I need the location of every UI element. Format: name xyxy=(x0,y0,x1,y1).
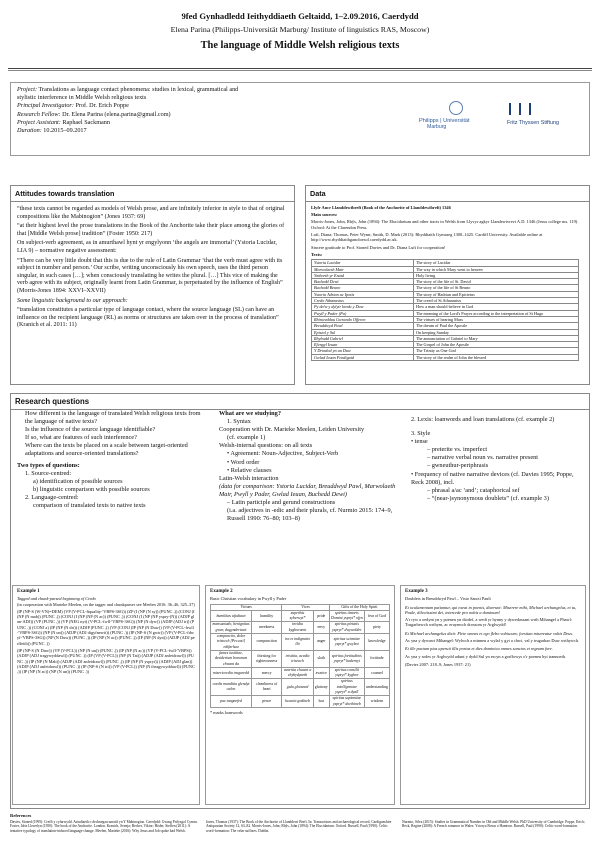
texts-label: Texts: xyxy=(311,251,323,257)
project-value: Translations as language contact phenomena: studies in lexical, grammatical and stylistic interference in Middle Welsh religious texts xyxy=(17,86,239,102)
authors: Elena Parina (Philipps-Universität Marburg/ Institute of linguistics RAS, Moscow) xyxy=(170,25,430,34)
vocab-cell: superbia syberwyt* xyxy=(282,610,313,622)
rq-q1: How different is the language of translated Welsh religious texts from the language of native texts? xyxy=(25,410,201,426)
text-welsh-title: Epistol y Sul xyxy=(312,329,414,335)
vocab-row xyxy=(211,610,390,622)
references-col-3: Nurmio, Silva (2015): Studies in Grammatical Number in Old and Middle Welsh. PhD University of Cambridge. Poppe, Erich; Reck, Regine (2008): A French romance in Wales: Ystorya Bown o Hamtwn. Russell, Paul (1990): Celtic word-formation. xyxy=(402,820,585,829)
vocab-cell: fortitude xyxy=(364,650,389,667)
text-welsh-title: Pwyll y Pader (Pa) xyxy=(312,310,414,316)
example-3-welsh-3: Ac yna y rodes yr Arglwydd udunt y dydd Sul yn escyn a gorffowys o'r poeneu hyt trannoeth. xyxy=(405,653,567,659)
texts-table xyxy=(311,259,579,361)
vocab-cell: anger xyxy=(313,634,329,651)
example-3-note: (Davies 2007: 218–9; Jones 1937: 21) xyxy=(405,661,471,667)
example-2-box xyxy=(205,585,395,805)
pi-value: Prof. Dr. Erich Poppe xyxy=(75,102,129,110)
vocab-cell: lust xyxy=(313,696,329,708)
attitudes-quote-4: “translation constitutes a particular type of language contact, where the source language (SL) can have an influence on the recipient language (RL) as norms or structures are taken over in the process of translation” (Kranich et al. 2011: 11) xyxy=(17,307,279,329)
vocab-cell: mercy xyxy=(252,667,282,679)
example-1-body: (IP (NP-S (W-VN)=DEM) (VP (V-PCL-ftquality-'VBPS-3SG)) (ZP (I (NP (N sy)) (PUNC ,)) (CONJ (I (NP (N mab)) (PUNC ,)) (CONJ (I (NP (NP (N ac)) (PUNC ,)) (CONJ (I (NP (NP yspry-(N)) (ADJP glan-ADJ)) (VP (PUNC ,)) (VP (NEG nyt) (V-PCL-fwll-'VBPS-3SG)) (NP (N dyw)) (ADJP (ADJ tr)) (PUNC .)) (CONJ a) (IP (NP (N dri)) (ADJP (PUNC ,)) (VP (CONJ (IP (NP (N Duw)) (VP (V-PCL-frwll-'VBPS-3SG)) (NP (N un)) (ADJP (ADJ digyfnewit)) (PUNC .)) (IP (NP-S (N gwir)) (VP (V-PCL-fdwyf-'VBPS-3SG)) (NP (N Duw)) (PUNC ,)) (IP (NP (N ac)) (PUNC ,)) (IP (NP (N dyn)) (ADJP (ADJ perffeith)) (PUNC .)) xyxy=(17,608,195,646)
comparison-data: (data for comparison: Ystoria Lucidar, Breuddwyd Pawl, Marwolaeth Mair, Pwyll y Pader, Gwlad Ieuan, Buchedd Dewi) xyxy=(219,482,396,498)
vocab-cell: counsel xyxy=(364,667,389,679)
style-heading: 3. Style xyxy=(411,430,431,438)
vocab-cell: spiritus pietatis yspryt* dwywolder xyxy=(329,622,364,634)
vocab-row xyxy=(211,634,390,651)
text-english-title: The story of Lucidar xyxy=(414,260,579,266)
latin-welsh: Latin-Welsh interaction xyxy=(219,474,279,482)
gifts-header: Gifts of the Holy Spirit xyxy=(329,604,389,610)
attitudes-quote-1: “these texts cannot be regarded as models of Welsh prose, and are infinitely inferior in style to that of original compositions like the Mabinogion” (Jones 1937: 69) xyxy=(17,206,285,220)
vocab-cell: luxuria godineb xyxy=(282,696,313,708)
text-english-title: The meaning of the Lord's Prayer according to the interpretation of St Hugo xyxy=(414,310,579,316)
poster-title: The language of Middle Welsh religious texts xyxy=(200,40,400,51)
text-welsh-title: Y Drindod yn un Duw xyxy=(312,348,414,354)
project-label: Project: xyxy=(17,86,38,93)
example-1-intro-1: Tagged and chunk-parsed beginning of Credo xyxy=(17,596,96,602)
vocab-cell: gula glotuned xyxy=(282,679,313,696)
example-3-intro: Doublets in Breuddwyd Pawl – Visio Sancti Pauli xyxy=(405,596,491,602)
header-divider xyxy=(8,68,592,69)
example-3-box xyxy=(400,585,586,805)
vocab-cell: misericordia trugaredd xyxy=(211,667,252,679)
vocab-cell: spiritus timoris Domini yspryt* ofyn xyxy=(330,610,363,621)
pi-label: Principal Investigator: xyxy=(17,102,74,110)
type-1b: b) linguistic comparison with possible sources xyxy=(33,485,150,493)
marburg-seal-icon xyxy=(449,101,463,115)
header-divider-2 xyxy=(8,70,592,71)
vocab-row xyxy=(211,650,390,667)
type-1: 1. Source-centred: xyxy=(25,469,72,477)
rq-heading: Research questions xyxy=(11,394,589,410)
syntax-heading: 1. Syntax xyxy=(227,418,251,426)
type-1a: a) identification of possible sources xyxy=(33,477,123,485)
assistant-value: Raphael Sackmann xyxy=(62,118,110,126)
virtues-header: Virtues xyxy=(211,604,282,610)
manuscript-title: Llyfr Ancr Llanddewibrefi (Book of the Anchorite of Llanddewibrefi) 1346 xyxy=(311,205,451,210)
type-2a: comparison of translated texts to native texts xyxy=(33,502,146,510)
example-1-heading: Example 1 xyxy=(17,589,40,594)
vocab-cell: spiritus sapientiae yspryt* doethineb xyxy=(329,696,364,708)
text-english-title: The story of the life of St Beuno xyxy=(414,285,579,291)
assistant-label: Project Assistant: xyxy=(17,118,61,126)
marburg-logo-city: Marburg xyxy=(427,124,447,130)
doublets-item: – “(near-)synonymous doublets” (cf. example 3) xyxy=(427,494,549,502)
fellow-label: Research Fellow: xyxy=(17,110,61,118)
conference-title: 9fed Gynhadledd Ieithyddiaeth Geltaidd, 1–2.09.2016, Caerdydd xyxy=(181,11,419,21)
text-english-title: The story of Hadrian and Epictetus xyxy=(414,291,579,297)
type-2: 2. Language-centred: xyxy=(25,493,79,501)
preterite-item: – preterite vs. imperfect xyxy=(427,446,488,454)
syntax-coop: Cooperation with Dr. Marieke Meelen, Leiden University xyxy=(219,426,365,434)
agreement-item: • Agreement: Noun-Adjective, Subject-Verb xyxy=(227,450,339,458)
vices-header: Vices xyxy=(282,604,329,610)
vocab-row xyxy=(211,696,390,708)
example-2-table xyxy=(210,604,390,708)
vocab-cell: piety xyxy=(364,622,389,634)
welsh-internal: Welsh-internal questions: on all texts xyxy=(219,442,313,450)
example-3-heading: Example 3 xyxy=(405,589,428,594)
text-english-title: The story of the realm of John the blessed xyxy=(414,354,579,360)
vocab-cell: cordis munditia glendyt calon xyxy=(211,679,252,696)
references-heading: References xyxy=(10,813,32,818)
text-english-title: The annunciation of Gabriel to Mary xyxy=(414,335,579,341)
duration-label: Duration: xyxy=(17,127,42,135)
vocab-cell: mansuetudo, benignitas gwar, dugyndertawt xyxy=(211,622,252,634)
word-order-item: • Word order xyxy=(227,458,260,466)
attitudes-body xyxy=(11,202,294,336)
vocab-cell: compunctio, dolor tristwch [Peccati] edifarhau xyxy=(211,634,252,651)
example-3-latin-2: Et Michael archangelus dixit: Flete omnes et ego flebo vobiscum; forsitan misereatur vobis Deus. xyxy=(405,630,574,636)
vocab-cell: fear of God xyxy=(364,610,389,622)
vocab-row xyxy=(211,667,390,679)
vocab-cell: knowledge xyxy=(364,634,389,651)
vocab-cell: spiritus consilii yspryt* kyghor xyxy=(329,667,364,679)
text-english-title: The Trinity as One God xyxy=(414,348,579,354)
text-english-title: The Gospel of John the Apostle xyxy=(414,342,579,348)
text-english-title: The way in which Mary went to heaven xyxy=(414,266,579,272)
phrasal-item: – phrasal a/ac ‘and’; cataphorical sef xyxy=(427,486,520,494)
attitudes-quote-3: “There can be very little doubt that this is due to the rule of Latin Grammar ‘that the verb must agree with its subject in number and person.’ Our scribe, writing unconsciously his own speech, uses the third person singular, in such cases […]; when consciously translating he writes the plural. […] This vice of making the verb agree with its subject, originally learnt from Latin Grammar, is perpetuated by the influence of English” (Morris-Jones 1894: XXVI–XXVII) xyxy=(17,257,283,294)
adjectives-item: (i.a. adjectives in -edic and their plurals, cf. Nurmio 2015: 174–9, Russell 1990: 76–80; 103–8) xyxy=(227,507,393,523)
attitudes-agreement: On subject-verb agreement, as in amurthawl hynt yr engylyonn ‘the angels are immortal’ (Ystoria Lucidar, LIA 9) – normative negative assessment: xyxy=(17,240,277,254)
references xyxy=(10,814,590,844)
text-english-title: On keeping Sunday xyxy=(414,329,579,335)
attitudes-quote-2: “at their highest level the prose translations in the Book of the Anchorite take their place among the glories of that [Middle Welsh prose] tradition” (Foster 1950: 217) xyxy=(17,223,285,237)
data-body xyxy=(306,202,589,364)
fellow-value: Dr. Elena Parina (elena.parina@gmail.com) xyxy=(62,110,171,118)
attitudes-background: Some linguistic background to our approach: xyxy=(17,297,128,304)
vocab-cell: humilitas ufudtawt xyxy=(211,610,252,622)
vocab-cell: sloth xyxy=(313,650,329,667)
periphrasis-item: – gwneuthur-periphrasis xyxy=(427,462,489,470)
example-2-note: * marks loanwords xyxy=(210,709,243,715)
vocab-row xyxy=(211,679,390,696)
verbal-noun-item: – narrative verbal noun vs. narrative present xyxy=(427,454,539,462)
attitudes-box xyxy=(10,185,295,385)
source-1: Morris-Jones, John, Rhŷs, John (1894): The Elucidarium and other tracts in Welsh from Llyvyr agkyr Llandewivrevi A.D. 1346 (Jesus college ms. 119). Oxford: At the Clarendon Press. xyxy=(311,219,579,230)
text-english-title: The dream of Paul the Apostle xyxy=(414,323,579,329)
rq-column-3 xyxy=(403,410,585,503)
rq-q3: If so, what are features of such interference? xyxy=(25,434,137,442)
example-3-latin-1: Et oculamentum patiantur, qui exeat in poenis, dixerunt: Miserere mihi, Michael archangelus, et tu, Paule, dilectissimi dei, intercede pro nobis a dominum! xyxy=(405,604,577,615)
text-english-title: The virtues of hearing Mass xyxy=(414,316,579,322)
marburg-logo xyxy=(419,101,493,129)
vocab-cell: spiritus fortitudinis yspryt* kadernyt xyxy=(329,650,364,667)
lexis-heading: 2. Lexis: loanwords and loan translations (cf. example 2) xyxy=(411,416,555,423)
vocab-row xyxy=(211,622,390,634)
text-english-title: The creed of St Athanasius xyxy=(414,298,579,304)
text-welsh-title: Efengyl Ieuan xyxy=(312,342,414,348)
vocab-cell: spiritus scientiae yspryt* gwybot xyxy=(329,634,364,651)
vocab-cell: envy xyxy=(313,622,329,634)
text-english-title: Holy living xyxy=(414,272,579,278)
example-3-welsh-2: Ac yna y dywawt Mihangel: Wylwch a minneu a wylaf y gyt a chwi, val y trugarhao Duw wrthywch. xyxy=(405,638,580,644)
example-2-intro: Basic Christian vocabulary in Pwyll y Pader xyxy=(210,596,287,602)
text-english-title: The story of the life of St. David xyxy=(414,279,579,285)
text-welsh-title: Buchedd Beuno xyxy=(312,285,414,291)
participle-item: – Latin participle and gerund constructions xyxy=(227,499,336,507)
two-types-heading: Two types of questions: xyxy=(17,461,80,469)
vocab-cell: gluttony xyxy=(313,679,329,696)
rq-column-2 xyxy=(219,410,401,523)
text-welsh-title: Rhybudd Gabriel xyxy=(312,335,414,341)
text-welsh-title: Marwolaeth Mair xyxy=(312,266,414,272)
thanks: Sincere gratitude to Prof. Sioned Davies and Dr. Diana Luft for cooperation! xyxy=(311,244,446,250)
references-col-1: Davies, Sioned (1995): Crefft y cyfarwydd. Astudiaeth o dechnegau naratif yn Y Mabinogion. Caerdydd: Gwasg Prifysgol Cymru. Foster, Idris Llewelyn (1950): The book of the Anchorite. London. Kranich, Svenja; Becher, Viktor; Höder, Steffen (2011): A tentative typology of translation-induced language change. Meelen, Marieke (2016): Why Jesus and Job spoke bad Welsh. xyxy=(10,820,198,833)
data-box xyxy=(305,185,590,385)
data-heading: Data xyxy=(306,186,589,202)
source-2: Luft, Diana; Thomas, Peter Wynn; Smith, D. Mark (2013): Rhyddiaith Gymraeg 1300–1425. Cardiff University. Available online at http://www.rhyddiaithganoloesol.caerdydd.ac.uk. xyxy=(311,231,543,243)
vocab-cell: peace xyxy=(252,696,282,708)
example-1-box xyxy=(12,585,200,805)
vocab-cell: avaritia chwant a chybydyaeth xyxy=(283,667,312,678)
vocab-cell: humility xyxy=(252,610,282,622)
syntax-example-ref: (cf. example 1) xyxy=(227,434,266,442)
text-welsh-title: Credo Athanasius xyxy=(312,298,414,304)
thyssen-logo-text: Fritz Thyssen Stiftung xyxy=(507,120,560,126)
vocab-cell: thirsting for righteousness xyxy=(252,650,282,667)
vocab-cell: understanding xyxy=(364,679,389,696)
text-welsh-title: Rhinweddau Gwrando Offeren xyxy=(312,316,414,322)
rq-q2: Is the influence of the source language identifiable? xyxy=(25,426,156,434)
text-english-title: How a man should believe in God xyxy=(414,304,579,310)
tense-item: • tense xyxy=(411,438,428,446)
logos xyxy=(381,91,581,131)
vocab-cell: fames iustitiae, desiderium bonorum chwant da xyxy=(211,650,252,667)
header xyxy=(0,0,600,68)
text-welsh-title: Ymborth yr Enaid xyxy=(312,272,414,278)
vocab-cell: wisdom xyxy=(364,696,389,708)
vocab-cell: pride xyxy=(313,610,329,622)
vocab-cell: invidia kyghoruent xyxy=(282,622,313,634)
relative-clauses-item: • Relative clauses xyxy=(227,466,272,474)
references-col-2: Jones, Thomas (1937): The Book of the Anchorite of Llanddewi Brefi. In: Transactions and archaeological record, Cardiganshire Antiquarian Society 12, 63–82. Morris-Jones, John; Rhŷs, John (1894): The Elucidarium. Oxford. Russell, Paul (1990): Celtic word-formation: The velar suffixes. Dublin. xyxy=(206,820,392,833)
what-heading: What are we studying? xyxy=(219,410,281,417)
thyssen-logo xyxy=(507,103,577,131)
vocab-cell: spiritus intelligentiae yspryt* a dyall xyxy=(329,679,364,696)
text-welsh-title: Ystoria Lucidar xyxy=(312,260,414,266)
project-line xyxy=(17,86,247,102)
text-welsh-title: Breuddwyd Pawl xyxy=(312,323,414,329)
example-1-intro-2: (in cooperation with Marieke Meelen, on the tagger and chunkparser see Meelen 2016: 36–46, 325–37) xyxy=(17,601,195,607)
example-3-welsh-1: A'r ryw a oedynt yn y poeneu yn diodef, a wedi yr hynny y dywedassant wrth Mihangel a Phawl: Trugarhewch wrthym, ac eruynwch drossom yr Arglwydd! xyxy=(405,617,573,628)
example-1-body-2: (IP (NP-S (N Duw)) (VP (V-PCL)) (NP (N un)) (PUNC ,)) (IP (NP (N ac)) (VP (V-PCL-fwll-'VBPS)) (ADJP (ADJ tragywyddawl)) (PUNC .)) (IP (VP (V-PCL)) (NP (N Tat)) (ADJP (ADJ anfeidrawl)) (PUNC .)) (IP (NP (N Mab)) (ADJP (ADJ anfeidrawl)) (PUNC ,)) (IP (NP (N yspryt)) (ADJP (ADJ glan)) (ADJP (ADJ anfeidrawl)) (PUNC .)) (IP (NP-S (N tri)) (VP (V-PCL)) (NP (N thragywyddawl)) (PUNC ,)) (IP (NP (N ac)) (NP (N un)) (PUNC .)) xyxy=(17,647,195,675)
vocab-cell: pax tangnefed xyxy=(211,696,252,708)
attitudes-heading: Attitudes towards translation xyxy=(11,186,294,202)
marburg-logo-text: Philipps | Universität xyxy=(419,118,470,124)
vocab-cell: meekness xyxy=(252,622,282,634)
thyssen-logo-icon xyxy=(509,103,531,115)
text-welsh-title: Gwlad Ieuan Fendigaid xyxy=(312,354,414,360)
text-welsh-title: Buchedd Dewi xyxy=(312,279,414,285)
vocab-cell: ira et indignatio llit xyxy=(282,634,313,651)
text-welsh-title: Ystoria Adrian ac Ipotis xyxy=(312,291,414,297)
vocab-cell: tristitia, acedia tristwch xyxy=(282,650,313,667)
rq-column-1 xyxy=(17,410,207,510)
project-box xyxy=(10,82,590,156)
duration-value: 10.2015–09.2017 xyxy=(43,127,87,135)
vocab-cell: cleanliness of heart xyxy=(252,679,282,696)
example-2-heading: Example 2 xyxy=(210,589,233,594)
text-welsh-title: Py delw y dylyir kredu y Duw xyxy=(312,304,414,310)
example-3-latin-3: Et ille pactum pias aperuit illis portas et dies dominica omnes sanctos et regnum fore. xyxy=(405,646,553,652)
narrative-devices-item: • Frequency of native narrative devices (cf. Davies 1995; Poppe, Reck 2008), incl. xyxy=(411,470,574,486)
vocab-cell: compunction xyxy=(252,634,282,651)
vocab-cell: avarice xyxy=(313,667,329,679)
rq-q4: Where can the texts be placed on a scale between target-oriented adaptations and source-oriented translations? xyxy=(25,442,188,458)
texts-row xyxy=(312,354,579,360)
main-sources-label: Main sources: xyxy=(311,212,338,218)
